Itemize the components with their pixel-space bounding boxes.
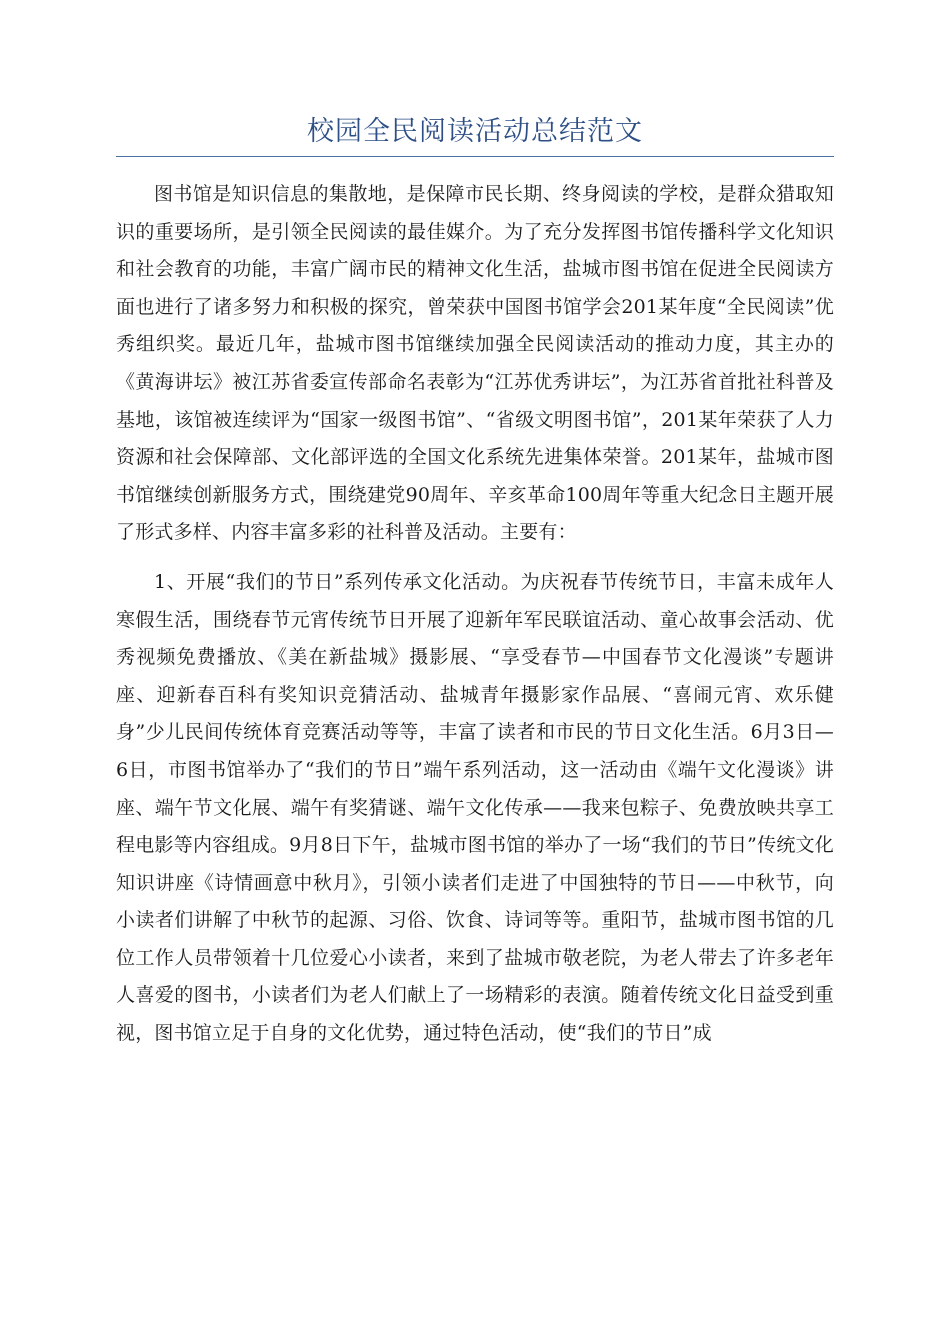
paragraph-festival-activities: 1、开展“我们的节日”系列传承文化活动。为庆祝春节传统节日，丰富未成年人寒假生活，围绕春节元宵传统节日开展了迎新年军民联谊活动、童心故事会活动、优秀视频免费播放、《美在新盐城》摄影展、“享受春节—中国春节文化漫谈”专题讲座、迎新春百科有奖知识竞猜活动、盐城青年摄影家作品展、“喜闹元宵、欢乐健身”少儿民间传统体育竞赛活动等等，丰富了读者和市民的节日文化生活。6月3日—6日，市图书馆举办了“我们的节日”端午系列活动，这一活动由《端午文化漫谈》讲座、端午节文化展、端午有奖猜谜、端午文化传承——我来包粽子、免费放映共享工程电影等内容组成。9月8日下午，盐城市图书馆的举办了一场“我们的节日”传统文化知识讲座《诗情画意中秋月》，引领小读者们走进了中国独特的节日——中秋节，向小读者们讲解了中秋节的起源、习俗、饮食、诗词等等。重阳节，盐城市图书馆的几位工作人员带领着十几位爱心小读者，来到了盐城市敬老院，为老人带去了许多老年人喜爱的图书，小读者们为老人们献上了一场精彩的表演。随着传统文化日益受到重视，图书馆立足于自身的文化优势，通过特色活动，使“我们的节日”成 [116,570,834,1045]
document-body [116,176,834,1053]
paragraph-intro: 图书馆是知识信息的集散地，是保障市民长期、终身阅读的学校，是群众猎取知识的重要场所，是引领全民阅读的最佳媒介。为了充分发挥图书馆传播科学文化知识和社会教育的功能，丰富广阔市民的精神文化生活，盐城市图书馆在促进全民阅读方面也进行了诸多努力和积极的探究，曾荣获中国图书馆学会201某年度“全民阅读”优秀组织奖。最近几年，盐城市图书馆继续加强全民阅读活动的推动力度，其主办的《黄海讲坛》被江苏省委宣传部命名表彰为“江苏优秀讲坛”，为江苏省首批社科普及基地，该馆被连续评为“国家一级图书馆”、“省级文明图书馆”，201某年荣获了人力资源和社会保障部、文化部评选的全国文化系统先进集体荣誉。201某年，盐城市图书馆继续创新服务方式，围绕建党90周年、辛亥革命100周年等重大纪念日主题开展了形式多样、内容丰富多彩的社科普及活动。主要有： [116,183,834,544]
title-underline [116,156,834,157]
document-title: 校园全民阅读活动总结范文 [307,116,643,147]
